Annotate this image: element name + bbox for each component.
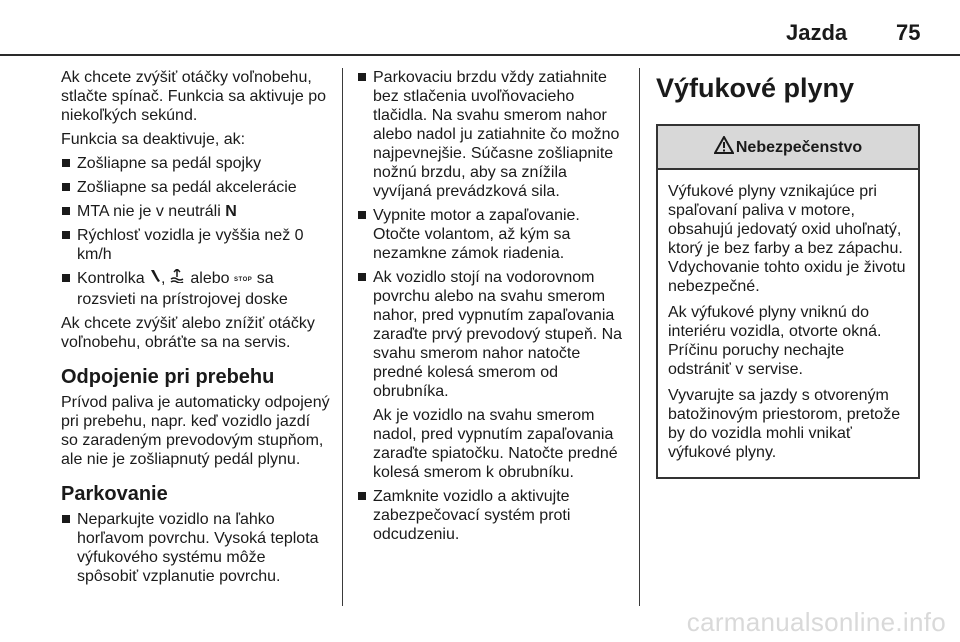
column-right — [656, 68, 922, 479]
paragraph: Prívod paliva je automaticky odpojený pri prebehu, napr. keď vozidlo jazdí so zaradeným prevodovým stupňom, ale nie je zošliapnutý pedál plynu. — [61, 394, 330, 468]
list-item — [61, 226, 331, 264]
parking-steps-list — [357, 68, 629, 544]
section-title: Jazda — [786, 20, 848, 45]
list-item-subtext: Ak je vozidlo na svahu smerom nadol, pred vypnutím zapaľovania zaraďte spiatočku. Natočte predné kolesá smerom k obrubníku. — [373, 407, 618, 481]
page-header — [0, 0, 960, 64]
list-item: Parkovaciu brzdu vždy zatiahnite bez stlačenia uvoľňovacieho tlačidla. Na svahu smerom nahor alebo nadol ju zatiahnite čo možno najpevnejšie. Súčasne zošliapnite nožnú brzdu, aby sa znížila vyvíjaná prevádzková sila. — [357, 68, 629, 201]
list-item-text: MTA nie je v neutráli — [77, 203, 221, 220]
list-item-text: Zošliapne sa pedál spojky — [77, 155, 262, 172]
warning-triangle-icon — [714, 136, 736, 159]
list-item-text: Kontrolka — [77, 270, 145, 287]
list-item: Vypnite motor a zapaľovanie. Otočte volantom, až kým sa nezamkne zámok riadenia. — [357, 206, 629, 263]
list-item — [61, 178, 331, 197]
list-item-text: sa rozsvieti na prístrojovej doske — [77, 270, 288, 308]
list-item: Neparkujte vozidlo na ľahko horľavom povrchu. Vysoká teplota výfukového systému môže spôsobiť vzplanutie povrchu. — [61, 510, 331, 586]
list-item-text: Ak vozidlo stojí na vodorovnom povrchu alebo na svahu smerom nahor, pred vypnutím zapaľovania zaraďte prvý prevodový stupeň. Na svahu smerom nahor natočte predné kolesá smerom od obrubníka. — [373, 269, 623, 400]
page-number: 75 — [896, 20, 921, 45]
heading-parking: Parkovanie — [61, 483, 168, 505]
column-divider — [342, 68, 343, 606]
stop-symbol: STOP — [234, 277, 253, 283]
paragraph: Ak chcete zvýšiť otáčky voľnobehu, stlačte spínač. Funkcia sa aktivuje po niekoľkých sekúnd. — [61, 69, 327, 124]
paragraph: Výfukové plyny vznikajúce pri spaľovaní paliva v motore, obsahujú jedovatý oxid uhoľnatý, ktorý je bez farby a bez zápachu. Vdychovanie tohto oxidu je životu nebezpečné. — [668, 183, 906, 295]
heading-exhaust-gases: Výfukové plyny — [656, 73, 855, 103]
paragraph: Funkcia sa deaktivuje, ak: — [61, 131, 246, 148]
conjunction: alebo — [190, 270, 230, 287]
parking-list — [61, 510, 331, 586]
list-item — [61, 202, 331, 221]
list-item: Zamknite vozidlo a aktivujte zabezpečovací systém proti odcudzeniu. — [357, 487, 629, 544]
list-item-text: Zošliapne sa pedál akcelerácie — [77, 179, 297, 196]
paragraph: Ak chcete zvýšiť alebo znížiť otáčky voľnobehu, obráťte sa na servis. — [61, 315, 315, 351]
shift-light-icon — [170, 269, 186, 288]
paragraph: Vyvarujte sa jazdy s otvoreným batožinovým priestorom, pretože by do vozidla mohli vnikať výfukové plyny. — [668, 387, 901, 461]
column-middle — [357, 68, 629, 549]
deactivation-list — [61, 154, 331, 309]
column-divider — [639, 68, 640, 606]
paragraph: Ak výfukové plyny vniknú do interiéru vozidla, otvorte okná. Príčinu poruchy nechajte odstrániť v servise. — [668, 304, 882, 378]
danger-box-header — [658, 126, 918, 170]
danger-box — [656, 124, 920, 479]
list-item-text: Rýchlosť vozidla je vyššia než 0 km/h — [77, 227, 304, 263]
column-left — [61, 68, 331, 591]
list-item — [61, 269, 331, 309]
wrench-light-icon — [149, 269, 161, 288]
separator: , — [161, 270, 166, 287]
watermark: carmanualsonline.info — [686, 607, 946, 637]
danger-box-body — [658, 170, 918, 477]
header-divider — [0, 54, 960, 56]
danger-label: Nebezpečenstvo — [735, 138, 863, 156]
list-item — [61, 154, 331, 173]
heading-fuel-cutoff: Odpojenie pri prebehu — [61, 366, 275, 388]
list-item — [357, 268, 629, 482]
neutral-symbol: N — [225, 203, 237, 220]
